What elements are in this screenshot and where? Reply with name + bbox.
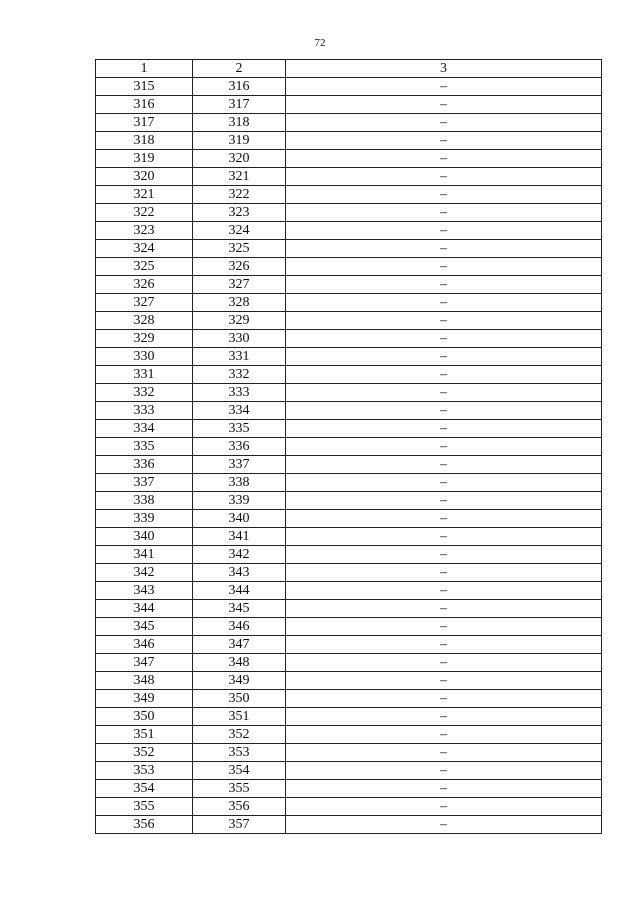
table-cell-col-2: 322 bbox=[193, 186, 286, 204]
table-cell-col-3: – bbox=[286, 744, 602, 762]
table-row bbox=[96, 276, 602, 294]
table-cell-col-3: – bbox=[286, 672, 602, 690]
table-cell-col-1: 354 bbox=[96, 780, 193, 798]
table-cell-col-2: 324 bbox=[193, 222, 286, 240]
table-cell-col-1: 340 bbox=[96, 528, 193, 546]
table-cell-col-3: – bbox=[286, 582, 602, 600]
table-cell-col-3: – bbox=[286, 510, 602, 528]
table-cell-col-1: 356 bbox=[96, 816, 193, 834]
table-body bbox=[96, 78, 602, 834]
table-cell-col-3: – bbox=[286, 330, 602, 348]
table-row bbox=[96, 384, 602, 402]
table-cell-col-2: 355 bbox=[193, 780, 286, 798]
table-row bbox=[96, 78, 602, 96]
table-cell-col-1: 346 bbox=[96, 636, 193, 654]
table-row bbox=[96, 600, 602, 618]
table-cell-col-1: 337 bbox=[96, 474, 193, 492]
table-row bbox=[96, 510, 602, 528]
table-cell-col-3: – bbox=[286, 96, 602, 114]
table-cell-col-1: 318 bbox=[96, 132, 193, 150]
table-cell-col-1: 321 bbox=[96, 186, 193, 204]
table-row bbox=[96, 582, 602, 600]
table-cell-col-2: 347 bbox=[193, 636, 286, 654]
table-cell-col-1: 349 bbox=[96, 690, 193, 708]
table-row bbox=[96, 690, 602, 708]
table-cell-col-3: – bbox=[286, 150, 602, 168]
table-cell-col-1: 333 bbox=[96, 402, 193, 420]
table-cell-col-3: – bbox=[286, 78, 602, 96]
table-cell-col-1: 325 bbox=[96, 258, 193, 276]
table-cell-col-2: 344 bbox=[193, 582, 286, 600]
table-cell-col-2: 331 bbox=[193, 348, 286, 366]
table-cell-col-2: 316 bbox=[193, 78, 286, 96]
table-row bbox=[96, 762, 602, 780]
table-cell-col-2: 357 bbox=[193, 816, 286, 834]
table-row bbox=[96, 168, 602, 186]
table-cell-col-1: 315 bbox=[96, 78, 193, 96]
table-row bbox=[96, 204, 602, 222]
table-row bbox=[96, 528, 602, 546]
table-cell-col-2: 332 bbox=[193, 366, 286, 384]
page-number: 72 bbox=[314, 37, 326, 49]
table-cell-col-3: – bbox=[286, 456, 602, 474]
table-cell-col-3: – bbox=[286, 348, 602, 366]
table-cell-col-1: 334 bbox=[96, 420, 193, 438]
table-cell-col-1: 352 bbox=[96, 744, 193, 762]
table-cell-col-1: 328 bbox=[96, 312, 193, 330]
table-cell-col-1: 316 bbox=[96, 96, 193, 114]
table-header-row bbox=[96, 60, 602, 78]
table-cell-col-2: 352 bbox=[193, 726, 286, 744]
table-cell-col-2: 351 bbox=[193, 708, 286, 726]
table-row bbox=[96, 456, 602, 474]
table-cell-col-2: 333 bbox=[193, 384, 286, 402]
table-cell-col-1: 327 bbox=[96, 294, 193, 312]
table-cell-col-2: 356 bbox=[193, 798, 286, 816]
table-cell-col-2: 340 bbox=[193, 510, 286, 528]
table-cell-col-2: 349 bbox=[193, 672, 286, 690]
table-cell-col-2: 348 bbox=[193, 654, 286, 672]
table-row bbox=[96, 726, 602, 744]
table-row bbox=[96, 492, 602, 510]
table-cell-col-1: 330 bbox=[96, 348, 193, 366]
table-cell-col-1: 332 bbox=[96, 384, 193, 402]
table-cell-col-3: – bbox=[286, 222, 602, 240]
table-row bbox=[96, 114, 602, 132]
table-row bbox=[96, 780, 602, 798]
table-cell-col-2: 328 bbox=[193, 294, 286, 312]
table-cell-col-3: – bbox=[286, 294, 602, 312]
table-cell-col-2: 321 bbox=[193, 168, 286, 186]
table-cell-col-2: 346 bbox=[193, 618, 286, 636]
table-cell-col-2: 329 bbox=[193, 312, 286, 330]
column-header-3: 3 bbox=[286, 60, 602, 78]
table-row bbox=[96, 366, 602, 384]
table-row bbox=[96, 402, 602, 420]
table-cell-col-1: 319 bbox=[96, 150, 193, 168]
table-cell-col-3: – bbox=[286, 438, 602, 456]
table-cell-col-1: 317 bbox=[96, 114, 193, 132]
table-cell-col-1: 347 bbox=[96, 654, 193, 672]
table-cell-col-3: – bbox=[286, 258, 602, 276]
table-cell-col-3: – bbox=[286, 564, 602, 582]
table-cell-col-3: – bbox=[286, 492, 602, 510]
table-cell-col-1: 329 bbox=[96, 330, 193, 348]
table-row bbox=[96, 312, 602, 330]
table-cell-col-3: – bbox=[286, 420, 602, 438]
table-cell-col-2: 345 bbox=[193, 600, 286, 618]
table-row bbox=[96, 258, 602, 276]
table-cell-col-3: – bbox=[286, 780, 602, 798]
table-row bbox=[96, 816, 602, 834]
table-cell-col-1: 344 bbox=[96, 600, 193, 618]
table-cell-col-3: – bbox=[286, 708, 602, 726]
table-cell-col-1: 351 bbox=[96, 726, 193, 744]
table-cell-col-1: 331 bbox=[96, 366, 193, 384]
table-cell-col-1: 338 bbox=[96, 492, 193, 510]
table-cell-col-3: – bbox=[286, 474, 602, 492]
table-cell-col-2: 325 bbox=[193, 240, 286, 258]
data-table bbox=[95, 59, 602, 834]
table-cell-col-2: 323 bbox=[193, 204, 286, 222]
table-row bbox=[96, 438, 602, 456]
table-cell-col-3: – bbox=[286, 600, 602, 618]
table-cell-col-2: 319 bbox=[193, 132, 286, 150]
table-cell-col-1: 324 bbox=[96, 240, 193, 258]
table-cell-col-3: – bbox=[286, 528, 602, 546]
table-row bbox=[96, 330, 602, 348]
table-cell-col-2: 341 bbox=[193, 528, 286, 546]
table-row bbox=[96, 744, 602, 762]
column-header-1: 1 bbox=[96, 60, 193, 78]
table-row bbox=[96, 420, 602, 438]
table-cell-col-3: – bbox=[286, 240, 602, 258]
table-row bbox=[96, 294, 602, 312]
table-cell-col-1: 343 bbox=[96, 582, 193, 600]
table-cell-col-2: 342 bbox=[193, 546, 286, 564]
table-cell-col-3: – bbox=[286, 690, 602, 708]
table-cell-col-1: 336 bbox=[96, 456, 193, 474]
table-row bbox=[96, 672, 602, 690]
table-row bbox=[96, 636, 602, 654]
table-row bbox=[96, 654, 602, 672]
table-row bbox=[96, 222, 602, 240]
table-row bbox=[96, 708, 602, 726]
table-cell-col-3: – bbox=[286, 798, 602, 816]
table-cell-col-1: 323 bbox=[96, 222, 193, 240]
table-cell-col-1: 342 bbox=[96, 564, 193, 582]
table-cell-col-2: 337 bbox=[193, 456, 286, 474]
column-header-2: 2 bbox=[193, 60, 286, 78]
table-cell-col-2: 334 bbox=[193, 402, 286, 420]
table-row bbox=[96, 348, 602, 366]
table-row bbox=[96, 618, 602, 636]
table-cell-col-3: – bbox=[286, 618, 602, 636]
table-cell-col-3: – bbox=[286, 312, 602, 330]
table-row bbox=[96, 240, 602, 258]
table-cell-col-1: 345 bbox=[96, 618, 193, 636]
table-cell-col-1: 348 bbox=[96, 672, 193, 690]
table-cell-col-1: 341 bbox=[96, 546, 193, 564]
table-cell-col-1: 335 bbox=[96, 438, 193, 456]
table-cell-col-2: 320 bbox=[193, 150, 286, 168]
table-cell-col-1: 350 bbox=[96, 708, 193, 726]
table-cell-col-3: – bbox=[286, 726, 602, 744]
table-cell-col-2: 318 bbox=[193, 114, 286, 132]
table-cell-col-1: 322 bbox=[96, 204, 193, 222]
table-row bbox=[96, 96, 602, 114]
table-cell-col-2: 353 bbox=[193, 744, 286, 762]
table-cell-col-1: 320 bbox=[96, 168, 193, 186]
table-row bbox=[96, 474, 602, 492]
table-cell-col-3: – bbox=[286, 186, 602, 204]
table-cell-col-2: 317 bbox=[193, 96, 286, 114]
table-cell-col-1: 353 bbox=[96, 762, 193, 780]
table-cell-col-3: – bbox=[286, 402, 602, 420]
table-cell-col-3: – bbox=[286, 816, 602, 834]
table-cell-col-2: 326 bbox=[193, 258, 286, 276]
table-row bbox=[96, 132, 602, 150]
table-cell-col-2: 350 bbox=[193, 690, 286, 708]
table-cell-col-3: – bbox=[286, 654, 602, 672]
table-cell-col-2: 343 bbox=[193, 564, 286, 582]
table-cell-col-3: – bbox=[286, 132, 602, 150]
table-cell-col-1: 326 bbox=[96, 276, 193, 294]
table-cell-col-1: 339 bbox=[96, 510, 193, 528]
table-row bbox=[96, 798, 602, 816]
table-cell-col-3: – bbox=[286, 636, 602, 654]
table-cell-col-3: – bbox=[286, 384, 602, 402]
table-cell-col-2: 330 bbox=[193, 330, 286, 348]
table-row bbox=[96, 564, 602, 582]
table-cell-col-3: – bbox=[286, 546, 602, 564]
table-cell-col-1: 355 bbox=[96, 798, 193, 816]
table-cell-col-2: 339 bbox=[193, 492, 286, 510]
table-cell-col-2: 338 bbox=[193, 474, 286, 492]
table-cell-col-2: 336 bbox=[193, 438, 286, 456]
table-cell-col-3: – bbox=[286, 114, 602, 132]
table-cell-col-3: – bbox=[286, 366, 602, 384]
table-cell-col-2: 335 bbox=[193, 420, 286, 438]
table-cell-col-2: 327 bbox=[193, 276, 286, 294]
table-cell-col-3: – bbox=[286, 276, 602, 294]
table-cell-col-3: – bbox=[286, 168, 602, 186]
table-row bbox=[96, 546, 602, 564]
table-cell-col-2: 354 bbox=[193, 762, 286, 780]
table-row bbox=[96, 150, 602, 168]
table-cell-col-3: – bbox=[286, 204, 602, 222]
table-cell-col-3: – bbox=[286, 762, 602, 780]
table-row bbox=[96, 186, 602, 204]
